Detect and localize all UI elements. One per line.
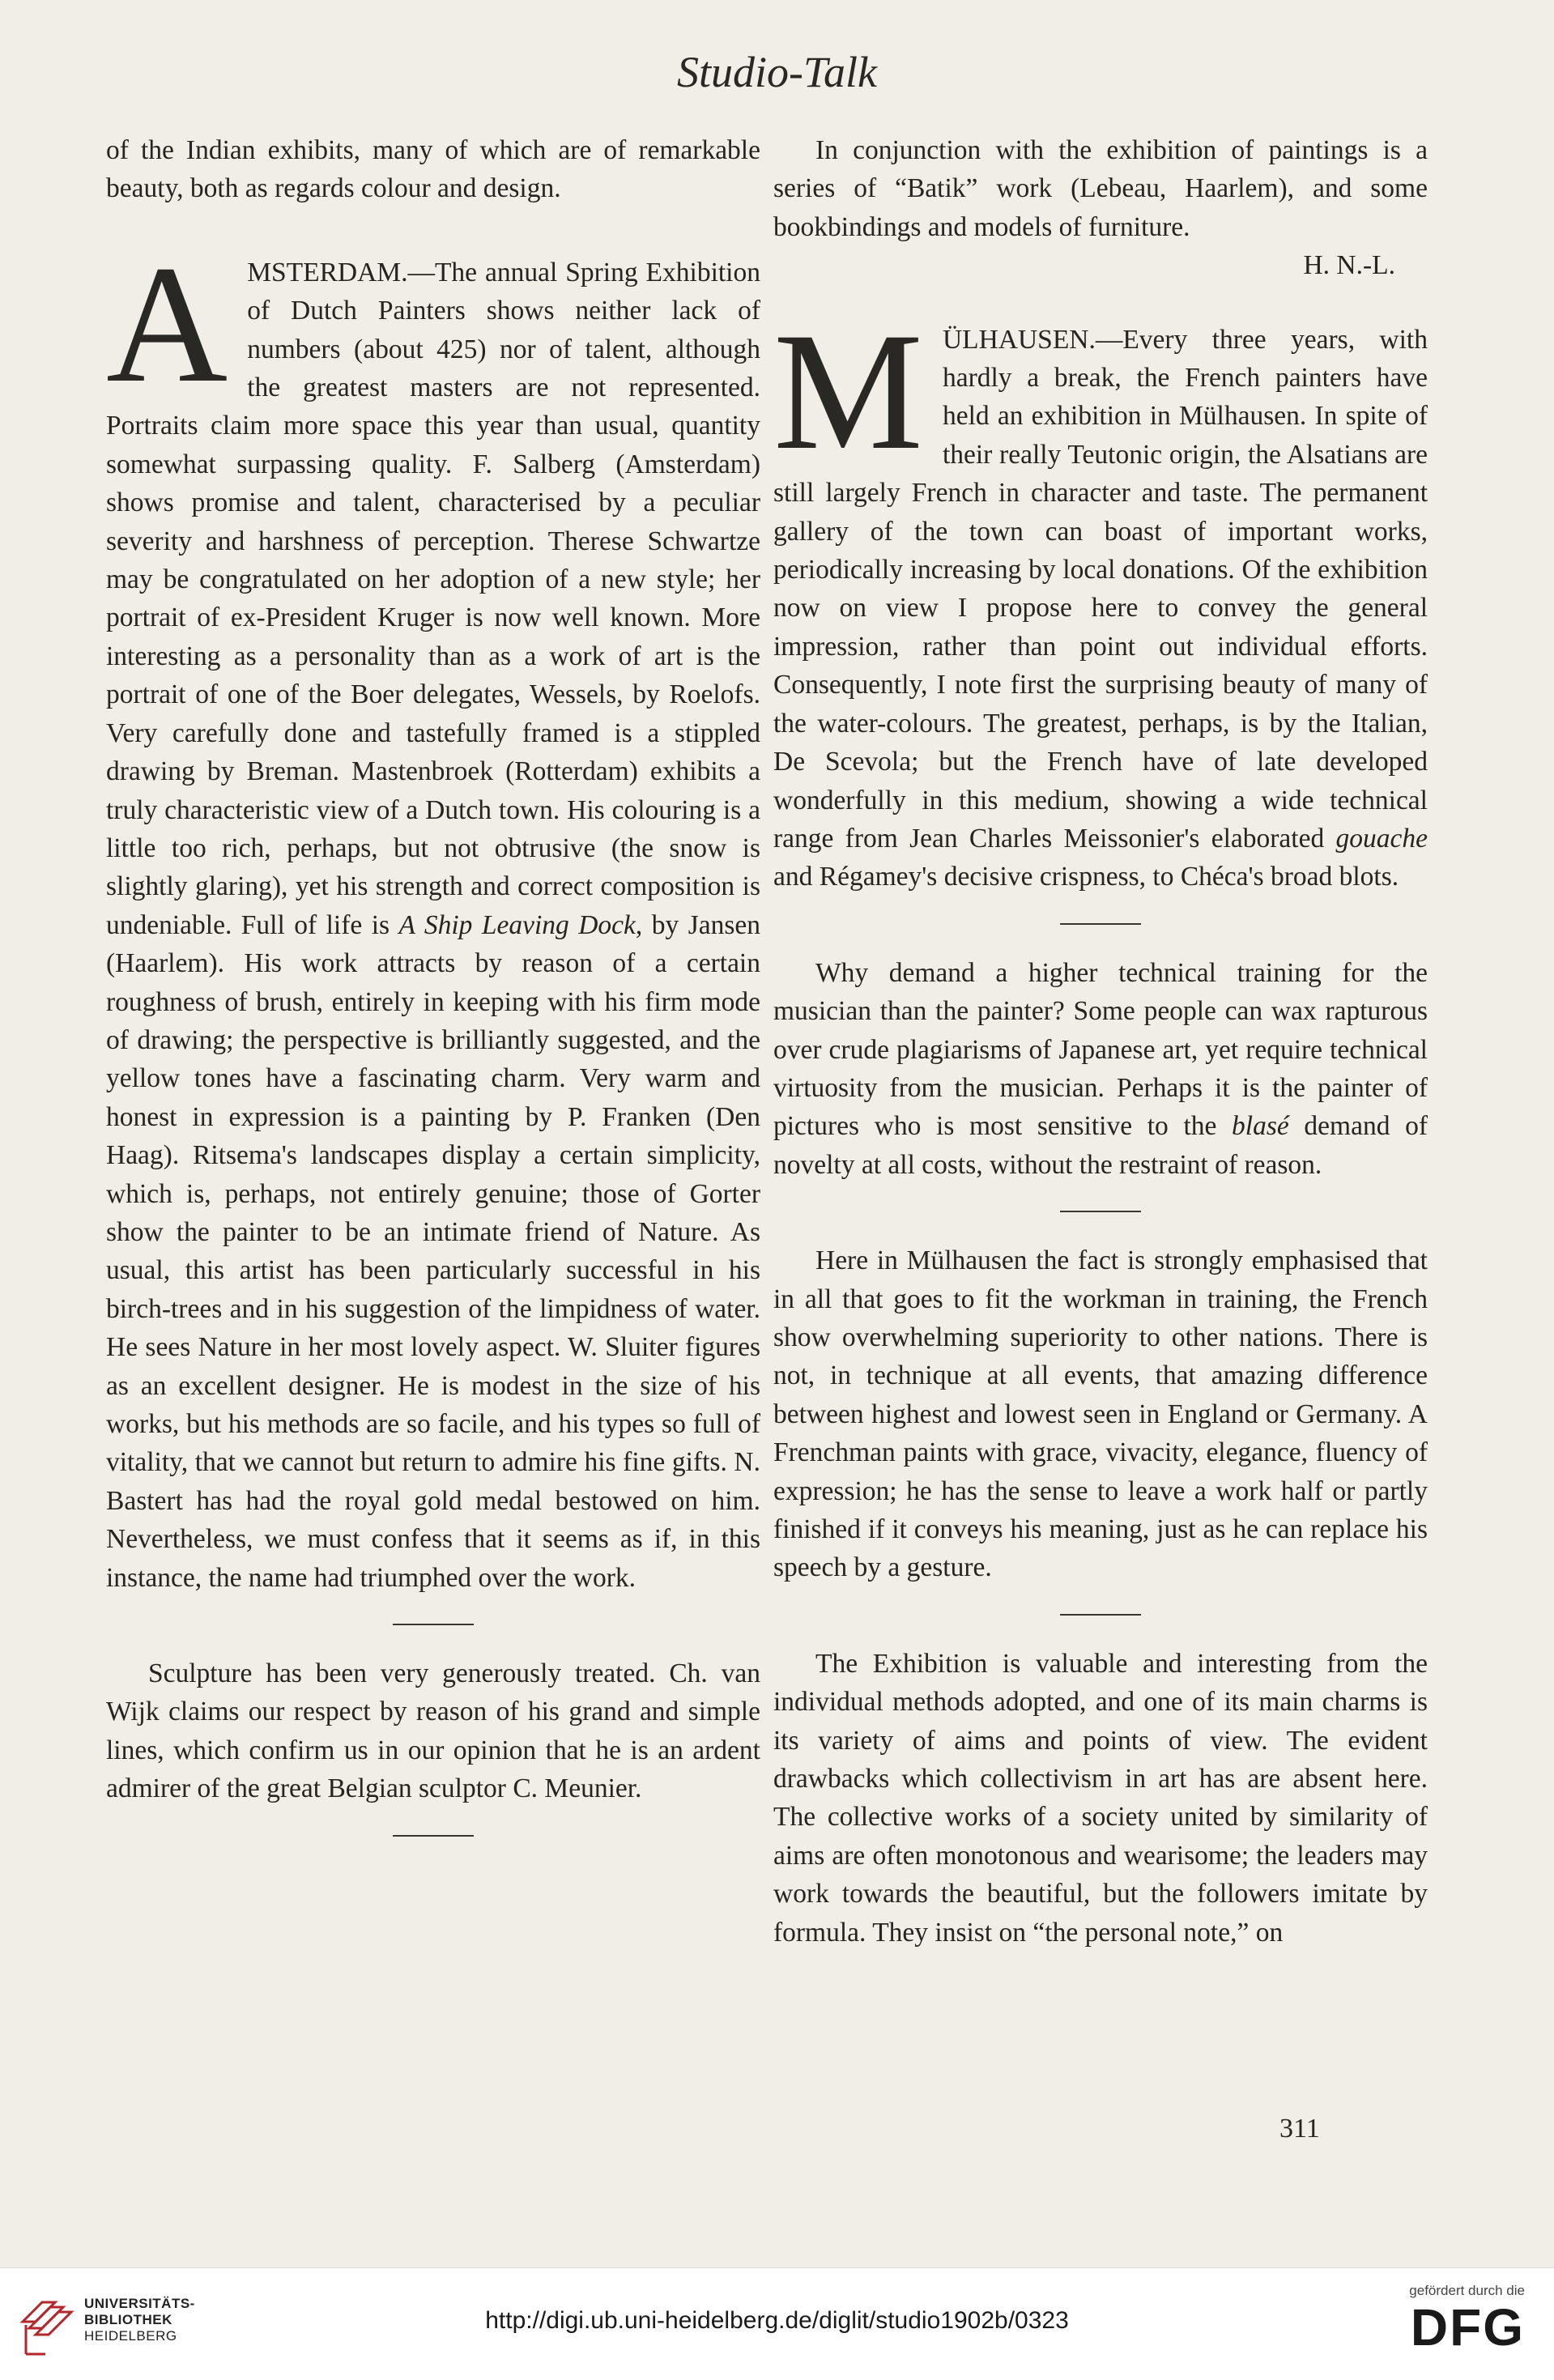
right-paragraph-mulhausen bbox=[773, 297, 1428, 896]
section-divider bbox=[1060, 1614, 1141, 1616]
section-divider bbox=[393, 1624, 474, 1625]
ship-leaving-dock-title: A Ship Leaving Dock bbox=[398, 909, 636, 940]
section-divider bbox=[393, 1835, 474, 1837]
library-name-line2: BIBLIOTHEK bbox=[84, 2312, 172, 2327]
section-divider bbox=[1060, 1211, 1141, 1212]
library-name-line3: HEIDELBERG bbox=[84, 2328, 177, 2344]
right-paragraph-workman: Here in Mülhausen the fact is strongly emphasised that in all that goes to fit the workman in training, the French show overwhelming superiority to other nations. There is not, in technique at all events, that amazing difference between highest and lowest seen in England or Germany. A Frenchman paints with grace, vivacity, elegance, fluency of expression; he has the sense to leave a work half or partly finished if it conveys his meaning, just as he can replace his speech by a gesture. bbox=[773, 1245, 1428, 1583]
funder-caption: gefördert durch die bbox=[1409, 2283, 1525, 2298]
page-number: 311 bbox=[1279, 2114, 1320, 2144]
dfg-wordmark: DFG bbox=[1410, 2298, 1525, 2357]
drop-cap-a: A bbox=[106, 230, 228, 417]
mulhausen-text-cont: and Régamey's decisive crispness, to Chéca's broad blots. bbox=[773, 862, 1399, 892]
library-name-line1: UNIVERSITÄTS- bbox=[84, 2296, 195, 2311]
left-paragraph-amsterdam bbox=[106, 230, 761, 1597]
source-url-link[interactable]: http://digi.ub.uni-heidelberg.de/diglit/studio1902b/0323 bbox=[485, 2307, 1069, 2334]
running-head: Studio-Talk bbox=[676, 48, 878, 96]
right-paragraph-musician bbox=[773, 954, 1428, 1184]
musician-text: Why demand a higher technical training for the musician than the painter? Some people can wax rapturous over crude plagiarisms of Japanese art, yet require technical virtuosity from the musician. Perhaps it is the painter of pictures who is most sensitive to the bbox=[773, 957, 1428, 1142]
right-paragraph-exhibition: The Exhibition is valuable and interesting from the individual methods adopted, and one of its main charms is its variety of aims and points of view. The evident drawbacks which collectivism in art has are absent here. The collective works of a society united by similarity of aims are often monotonous and wearisome; the leaders may work towards the beautiful, but the followers imitate by formula. They insist on “the personal note,” on bbox=[773, 1648, 1428, 1948]
left-paragraph-1: of the Indian exhibits, many of which are of remarkable beauty, both as regards colour and design. bbox=[106, 135, 760, 204]
dfg-logo[interactable] bbox=[1371, 2283, 1525, 2356]
section-divider bbox=[1060, 923, 1141, 925]
left-column bbox=[106, 131, 760, 1866]
blase-word: blasé bbox=[1232, 1111, 1289, 1142]
amsterdam-text-cont: , by Jansen (Haarlem). His work attracts by reason of a certain roughness of brush, entirely in keeping with his firm mode of drawing; the perspective is brilliantly suggested, and the yellow tones have a fascinating charm. Very warm and honest in expression is a painting by P. Franken (Den Haag). Ritsema's landscapes display a certain simplicity, which is, perhaps, not entirely genuine; those of Gorter show the painter to be an intimate friend of Nature. As usual, this artist has been particularly successful in his birch-trees and in his suggestion of the limpidness of water. He sees Nature in her most lovely aspect. W. Sluiter figures as an excellent designer. He is modest in the size of his works, but his methods are so facile, and his types so full of vitality, that we cannot but return to admire his fine gifts. N. Bastert has had the royal gold medal bestowed on him. Nevertheless, we must confess that it seems as if, in this instance, the name had triumphed over the work. bbox=[106, 909, 761, 1593]
musician-text-cont: demand of novelty at all costs, without the restraint of reason. bbox=[773, 1111, 1428, 1180]
right-column bbox=[773, 131, 1428, 1952]
drop-cap-m: M bbox=[773, 297, 923, 484]
footer-bar bbox=[0, 2267, 1554, 2380]
mulhausen-text: ÜLHAUSEN.—Every three years, with hardly a break, the French painters have held an exhibition in Mülhausen. In spite of their really Teutonic origin, the Alsatians are still largely French in character and taste. The permanent gallery of the town can boast of important works, periodically increasing by local donations. Of the exhibition now on view I propose here to convey the general impression, rather than point out individual efforts. Consequently, I note first the surprising beauty of many of the water-colours. The greatest, perhaps, is by the Italian, De Scevola; but the French have of late developed wonderfully in this medium, showing a wide technical range from Jean Charles Meissonier's elaborated bbox=[773, 324, 1428, 854]
author-signoff: H. N.-L. bbox=[1303, 250, 1395, 281]
gouache-word: gouache bbox=[1335, 823, 1428, 854]
amsterdam-text: MSTERDAM.—The annual Spring Exhibition of Dutch Painters shows neither lack of numbers (about 425) nor of talent, although the greatest masters are not represented. Portraits claim more space this year than usual, quantity somewhat surpassing quality. F. Salberg (Amsterdam) shows promise and talent, characterised by a peculiar severity and harshness of perception. Therese Schwartze may be congratulated on her adoption of a new style; her portrait of ex-President Kruger is now well known. More interesting as a personality than as a work of art is the portrait of one of the Boer delegates, Wessels, by Roelofs. Very carefully done and tastefully framed is a stippled drawing by Breman. Mastenbroek (Rotterdam) exhibits a truly characteristic view of a Dutch town. His colouring is a little too rich, perhaps, but not obtrusive (the snow is slightly glaring), yet his strength and correct composition is undeniable. Full of life is bbox=[106, 257, 760, 940]
left-paragraph-sculpture: Sculpture has been very generously treated. Ch. van Wijk claims our respect by reason of his grand and simple lines, which confirm us in our opinion that he is an ardent admirer of the great Belgian sculptor C. Meunier. bbox=[106, 1658, 760, 1804]
right-paragraph-batik: In conjunction with the exhibition of paintings is a series of “Batik” work (Lebeau, Haarlem), and some bookbindings and models of furniture. bbox=[773, 135, 1428, 242]
